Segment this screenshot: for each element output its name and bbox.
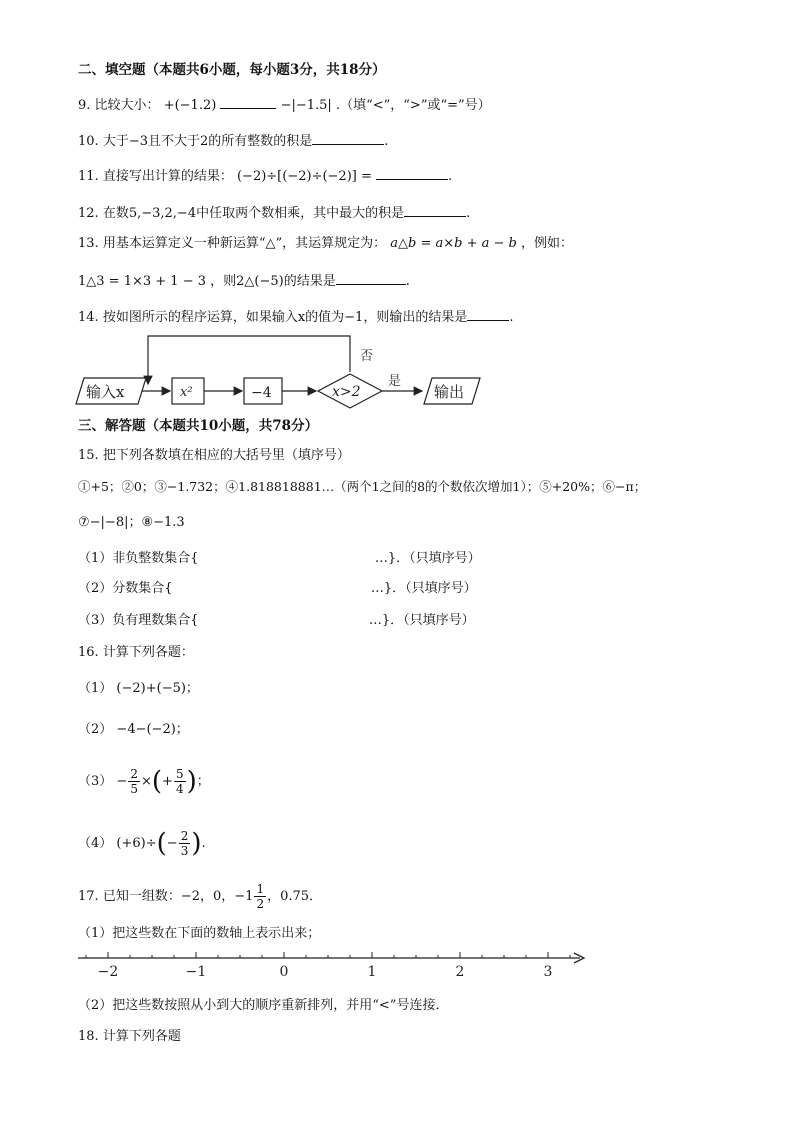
question-15 [78,447,350,465]
q16-p3-den1: 5 [130,782,138,796]
q16-p3-num1: 2 [130,767,138,781]
q15-text: 把下列各数填在相应的大括号里（填序号） [102,448,350,463]
question-13 [78,235,573,253]
question-14 [78,307,513,327]
flow-loop-arrow [148,336,350,384]
number-line-label: −2 [97,964,119,980]
q14-answer-blank[interactable] [467,307,509,321]
number-line-label: 0 [279,964,289,980]
q13-text-b: ，例如： [521,236,574,251]
q18-text: 计算下列各题 [102,1029,181,1044]
q16-part4: （4） (+6)÷(− $\frac{2}{3}$ ). [78,828,206,859]
q16-p3-sign: − [116,774,128,789]
q15-sub3 [78,612,475,630]
q9-expr-right: −|−1.5| [280,98,332,113]
q16-p2-label: （2） [78,722,113,737]
q16-p1-expr: (−2)+(−5)； [116,681,199,696]
q10-answer-blank[interactable] [312,131,384,145]
q11-answer-blank[interactable] [376,166,448,180]
q13-example: 1△3 = 1×3 + 1 − 3 [78,274,206,289]
question-9 [78,95,491,115]
q12-end: . [466,206,471,221]
q15-sub3-end: …}．（只填序号） [368,613,475,628]
q11-expression: (−2)÷[(−2)÷(−2)] = [236,169,372,184]
section-3-title: 三、解答题（本题共10小题，共78分） [78,418,319,434]
q16-p4-fraction [179,829,191,858]
q16-p3-plus: + [162,774,173,789]
q10-end: . [384,134,389,149]
q14-end: . [509,310,514,325]
number-line-label: 2 [455,964,465,980]
q16-p3-times: × [140,774,152,789]
q16-p3-fraction2 [174,767,186,796]
question-11 [78,166,452,186]
q9-expr-left: +(−1.2) [163,98,217,113]
q11-end: . [448,169,453,184]
q16-p4-end: . [201,836,206,851]
q12-text: 在数5,−3,2,−4中任取两个数相乘，其中最大的积是 [102,206,405,221]
q9-answer-blank[interactable] [220,95,276,109]
number-line-label: −1 [185,964,207,980]
q17-text-b: ，0.75． [267,889,323,904]
q15-sub1 [78,550,481,568]
q18-number: 18. [78,1029,99,1044]
q17-frac-num: 1 [256,882,265,896]
q17-text: 已知一组数：−2，0，−1 [102,889,254,904]
q15-sub2 [78,580,477,598]
q15-number: 15. [78,448,99,463]
flow-output-label: 输出 [434,383,465,401]
q13-rule: a△b = a×b + a − b [390,236,517,251]
flow-minus-label: −4 [251,385,272,401]
q15-sub3-label: （3）负有理数集合{ [78,613,199,628]
q17-number: 17. [78,889,99,904]
question-18 [78,1028,181,1046]
q16-p4-minus: − [166,836,178,851]
q12-number: 12. [78,206,99,221]
flow-input-label: 输入x [86,383,125,401]
q17-fraction [254,882,266,911]
q11-text: 直接写出计算的结果： [102,169,233,184]
question-13-line2 [78,271,410,291]
flow-no-label: 否 [360,349,374,364]
q13-number: 13. [78,236,99,251]
q13-text: 用基本运算定义一种新运算“△”，其运算规定为： [102,236,387,251]
number-line-label: 3 [543,964,553,980]
q16-p3-fraction1 [128,767,140,796]
q15-sub1-end: …}．（只填序号） [374,551,481,566]
q15-items-line2: ⑦−|−8|；⑧−1.3 [78,515,185,530]
flow-condition-label: x>2 [332,384,361,400]
q16-p1-label: （1） [78,681,113,696]
q16-p4-den: 3 [180,844,189,858]
q10-number: 10. [78,134,99,149]
question-12 [78,203,470,223]
question-17 [78,880,322,914]
number-line [70,946,590,984]
q16-part2 [78,721,189,739]
q9-instruction: .（填“<”，“>”或“=”号） [335,98,491,113]
q13-answer-blank[interactable] [336,271,406,285]
q13-text-c: ，则2△(−5)的结果是 [210,274,336,289]
q16-p2-expr: −4−(−2)； [116,722,189,737]
q16-p4-num: 2 [180,829,189,843]
q16-p3-den2: 4 [175,782,184,796]
q14-number: 14. [78,310,99,325]
q16-part3: （3） − $\frac{2}{5}$ ×(+ $\frac{5}{4}$ )； [78,766,210,797]
q16-p3-label: （3） [78,774,113,789]
q17-sub1: （1）把这些数在下面的数轴上表示出来； [78,926,321,941]
flow-yes-label: 是 [388,374,402,389]
q16-part1 [78,680,199,698]
q16-p4-expr: (+6)÷ [116,836,157,851]
q16-p4-label: （4） [78,836,113,851]
q15-sub2-end: …}．（只填序号） [370,581,477,596]
section-2-title: 二、填空题（本题共6小题，每小题3分，共18分） [78,62,386,78]
q17-sub2: （2）把这些数按照从小到大的顺序重新排列，并用“<”号连接． [78,998,449,1013]
number-line-label: 1 [367,964,377,980]
q17-frac-den: 2 [256,897,265,911]
q15-items-line1: ①+5；②0；③−1.732；④1.818818881…（两个1之间的8的个数依次增加1）；⑤+20%；⑥−π； [78,479,647,494]
q16-number: 16. [78,645,99,660]
q9-text: 比较大小： [94,98,160,113]
question-10 [78,131,388,151]
q13-end: . [405,274,410,289]
q14-text: 按如图所示的程序运算，如果输入x的值为−1，则输出的结果是 [102,310,468,325]
q16-text: 计算下列各题： [102,645,194,660]
q16-p3-num2: 5 [175,767,184,781]
q16-p3-end: ； [196,774,210,789]
q15-sub2-label: （2）分数集合{ [78,581,173,596]
q9-number: 9. [78,98,91,113]
q10-text: 大于−3且不大于2的所有整数的积是 [102,134,313,149]
q12-answer-blank[interactable] [404,203,466,217]
q15-sub1-label: （1）非负整数集合{ [78,551,199,566]
question-16 [78,644,194,662]
flow-square-label: x² [180,385,193,400]
q11-number: 11. [78,169,99,184]
flowchart [70,330,490,412]
